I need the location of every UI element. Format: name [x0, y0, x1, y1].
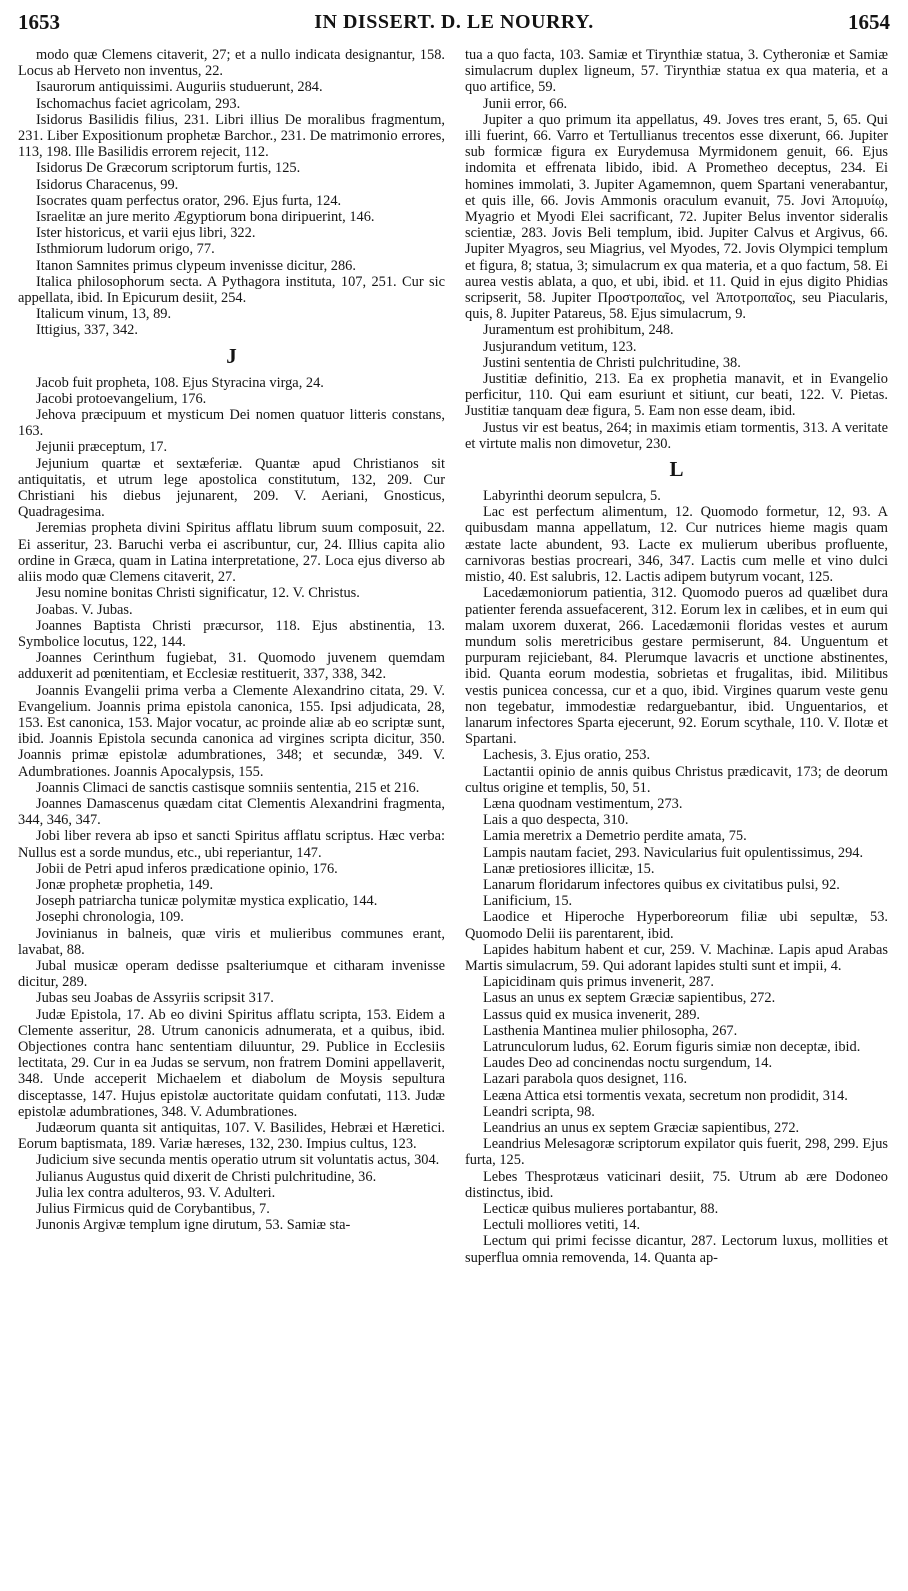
index-entry: Julianus Augustus quid dixerit de Christi pulchritudine, 36. [36, 1168, 377, 1185]
index-entry: tua a quo facta, 103. Samiæ et Tirynthiæ statua, 3. Cytheroniæ et Samiæ simulacrum duplex ligneum, 57. Tirynthiæ statua ex qua materia, et a quo artifice, 59. [465, 47, 888, 96]
index-entry: Isidorus Basilidis filius, 231. Libri illius De moralibus fragmentum, 231. Liber Expositionum prophetæ Barchor., 231. De matrimonio errores, 113, 198. Ille Basilidis errorem rejecit, 112. [18, 111, 445, 161]
index-entry: Isthmiorum ludorum origo, 77. [36, 241, 215, 258]
index-entry: Ittigius, 337, 342. [36, 322, 138, 339]
index-entry: Lecticæ quibus mulieres portabantur, 88. [483, 1201, 719, 1218]
index-entry: Lasthenia Mantinea mulier philosopha, 267. [483, 1022, 738, 1039]
index-entry: Lais a quo despecta, 310. [483, 812, 629, 829]
index-entry: Italica philosophorum secta. A Pythagora instituta, 107, 251. Cur sic appellata, ibid. In Epicurum desiit, 254. [18, 273, 445, 307]
index-entry: Joabas. V. Jubas. [36, 601, 133, 618]
section-letter: J [226, 343, 237, 368]
index-entry: Leandrius Melesagoræ scriptorum expilator quis fuerit, 298, 299. Ejus furta, 125. [465, 1136, 888, 1169]
index-entry: Jobi liber revera ab ipso et sancti Spiritus afflatu scriptus. Hæc verba: Nullus est a sorde mundus, etc., ubi reperiantur, 147. [18, 828, 445, 861]
index-entry: Jeremias propheta divini Spiritus afflatu librum suum composuit, 22. Ei asseritur, 23. Baruchi verba ei ascribuntur, cur, 24. Illius capita alio ordine in Græca, quam in Latina interpretatione, 27. Loca ejus diverso ab aliis modo quæ Clemens citaverit, 27. [18, 520, 445, 586]
index-entry: Josephi chronologia, 109. [36, 909, 184, 926]
index-entry: Justitiæ definitio, 213. Ea ex prophetia manavit, et in Evangelio perficitur, 110. Qui eam esuriunt et sitiunt, cur beati, 122. V. Pietas. Justitiæ tanquam deæ figura, 5. Eam non esse deam, ibid. [465, 371, 888, 420]
index-entry: Læna quodnam vestimentum, 273. [483, 795, 683, 812]
index-entry: Lasus an unus ex septem Græciæ sapientibus, 272. [483, 990, 776, 1007]
index-entry: Jacob fuit propheta, 108. Ejus Styracina virga, 24. [36, 374, 324, 391]
index-entry: Israelitæ an jure merito Ægyptiorum bona diripuerint, 146. [36, 209, 375, 226]
index-entry: Lapicidinam quis primus invenerit, 287. [483, 974, 715, 991]
index-entry: Isidorus Characenus, 99. [36, 176, 179, 193]
index-entry: Latrunculorum ludus, 62. Eorum figuris simiæ non deceptæ, ibid. [483, 1038, 861, 1055]
index-entry: Justini sententia de Christi pulchritudine, 38. [483, 354, 741, 371]
index-entry: Isaurorum antiquissimi. Auguriis studuerunt, 284. [36, 79, 323, 96]
index-entry: Italicum vinum, 13, 89. [36, 306, 172, 323]
running-title: IN DISSERT. D. LE NOURRY. [314, 11, 594, 33]
index-entry: Lanæ pretiosiores illicitæ, 15. [483, 860, 655, 877]
index-entry: Julius Firmicus quid de Corybantibus, 7. [36, 1201, 270, 1218]
index-entry: Lamia meretrix a Demetrio perdite amata, 75. [483, 828, 747, 845]
index-entry: Justus vir est beatus, 264; in maximis etiam tormentis, 313. A veritate et virtute malis non dimovetur, 230. [465, 419, 888, 452]
index-entry: Joannes Cerinthum fugiebat, 31. Quomodo juvenem quemdam adduxerit ad pœnitentiam, et Ecclesiæ restituerit, 337, 338, 342. [18, 650, 445, 683]
index-entry: Lebes Thesprotæus vaticinari desiit, 75. Utrum ab ære Dodoneo distinctus, ibid. [465, 1168, 888, 1201]
index-entry: Jusjurandum vetitum, 123. [483, 338, 637, 355]
index-entry: Juramentum est prohibitum, 248. [483, 322, 674, 339]
index-entry: Jejunium quartæ et sextæferiæ. Quantæ apud Christianos sit antiquitatis, et utrum lege apostolica constitutum, 132, 209. Cur Christiani his diebus jejunarent, 209. V. Aeriani, Gnosticus, Quadragesima. [18, 455, 445, 521]
index-entry: Itanon Samnites primus clypeum invenisse dicitur, 286. [36, 257, 356, 274]
index-entry: Lachesis, 3. Ejus oratio, 253. [483, 747, 651, 764]
index-entry: Lactantii opinio de annis quibus Christus prædicavit, 173; de deorum cultus origine et templis, 50, 51. [465, 763, 888, 796]
index-entry: Jovinianus in balneis, quæ viris et mulieribus communes erant, lavabat, 88. [18, 925, 445, 958]
index-entry: Joannes Baptista Christi præcursor, 118. Ejus abstinentia, 13. Symbolice locutus, 122, 144. [18, 617, 445, 650]
index-entry: Joannis Climaci de sanctis castisque somniis sententia, 215 et 216. [36, 779, 420, 796]
index-entry: Ischomachus faciet agricolam, 293. [36, 95, 241, 112]
index-entry: Leandri scripta, 98. [483, 1103, 595, 1120]
index-entry: Julia lex contra adulteros, 93. V. Adulteri. [36, 1184, 276, 1201]
index-entry: Lapides habitum habent et cur, 259. V. Machinæ. Lapis apud Arabas Martis simulacrum, 59. Qui adorant lapides stulti sunt et impii, 4. [465, 941, 888, 974]
index-entry: Jobii de Petri apud inferos prædicatione opinio, 176. [36, 860, 338, 877]
index-entry: Jesu nomine bonitas Christi significatur, 12. V. Christus. [36, 585, 360, 602]
index-entry: Lampis nautam faciet, 293. Navicularius fuit opulentissimus, 294. [483, 844, 864, 861]
index-entry: Laodice et Hiperoche Hyperboreorum filiæ ubi sepultæ, 53. Quomodo Delii iis parentarent, ibid. [465, 909, 888, 942]
index-entry: Jubas seu Joabas de Assyriis scripsit 317. [36, 990, 274, 1007]
index-entry: Leandrius an unus ex septem Græciæ sapientibus, 272. [483, 1120, 800, 1136]
index-entry: Lazari parabola quos designet, 116. [483, 1071, 688, 1088]
index-entry: Lectum qui primi fecisse dicantur, 287. Lectorum luxus, mollities et superflua omnia removenda, 14. Quanta ap- [465, 1233, 888, 1266]
index-entry: Judæorum quanta sit antiquitas, 107. V. Basilides, Hebræi et Hæretici. Eorum baptismata, 189. Variæ hæreses, 132, 230. Impius cultus, 123. [18, 1120, 445, 1153]
page-number-left: 1653 [18, 10, 60, 34]
index-entry: Junonis Argivæ templum igne dirutum, 53. Samiæ sta- [36, 1217, 351, 1234]
index-entry: Judicium sive secunda mentis operatio utrum sit voluntatis actus, 304. [36, 1152, 440, 1169]
index-entry: Joseph patriarcha tunicæ polymitæ mystica explicatio, 144. [36, 893, 378, 910]
index-entry: Lectuli molliores vetiti, 14. [483, 1217, 641, 1234]
index-entry: Jehova præcipuum et mysticum Dei nomen quatuor litteris constans, 163. [18, 407, 445, 440]
right-column [465, 47, 888, 1266]
index-entry: Lac est perfectum alimentum, 12. Quomodo formetur, 12, 93. A quibusdam manna appellatum, 12. Cur nutrices hieme magis quam æstate lacte abundent, 93. Lacte ex mulierum uberibus profluente, carnivoras bestias procreari, 346, 347. Lactis cum melle et vino dulci mistio, 40. Est salubris, 12. Lactis adipem butyrum vocant, 125. [465, 504, 888, 586]
index-entry: Jubal musicæ operam dedisse psalteriumque et citharam invenisse dicitur, 289. [18, 957, 445, 991]
index-entry: Jejunii præceptum, 17. [36, 439, 168, 456]
index-entry: Jacobi protoevangelium, 176. [36, 390, 207, 407]
section-letter: L [669, 457, 684, 482]
index-entry: Isidorus De Græcorum scriptorum furtis, 125. [36, 160, 301, 177]
index-entry: Joannis Evangelii prima verba a Clemente Alexandrino citata, 29. V. Evangelium. Joannis prima epistola canonica, 155. Ipsi adjudicata, 28, 153. Est canonica, 153. Major vocatur, ac proinde aliæ ab eo scriptæ sunt, ibid. Joannis Epistola secunda canonica ad virgines scripta dicitur, 350. Joannis primæ epistolæ adumbrationes, 348; et secundæ, 349. V. Adumbrationes. Joannis Apocalypsis, 155. [18, 682, 445, 780]
index-entry: Lanarum floridarum infectores quibus ex civitatibus pulsi, 92. [483, 876, 840, 893]
index-entry: modo quæ Clemens citaverit, 27; et a nullo indicata designantur, 158. Locus ab Herveto non inventus, 22. [18, 47, 445, 80]
left-column [18, 47, 445, 1233]
index-entry: Junii error, 66. [483, 95, 568, 112]
page-number-right: 1654 [848, 10, 890, 34]
index-entry: Judæ Epistola, 17. Ab eo divini Spiritus afflatu scripta, 153. Eidem a Clemente asseritur, 28. Utrum canonicis adnumerata, et a quibus, ibid. Objectiones contra hanc sententiam diluuntur, 29. Publice in Ecclesiis lectitata, 29. Cur in ea Judas se servum, non fratrem Domini appellaverit, 348. Unde acceperit Michaelem et diabolum de Moysis sepultura disceptasse, 147. Hujus epistolæ auctoritate quidam confutati, 113. Judæ epistolæ adumbrationes, 348. V. Adumbrationes. [18, 1006, 445, 1120]
index-entry: Laudes Deo ad concinendas noctu surgendum, 14. [483, 1055, 773, 1072]
index-entry: Lassus quid ex musica invenerit, 289. [483, 1006, 701, 1023]
index-entry: Labyrinthi deorum sepulcra, 5. [483, 488, 661, 505]
index-entry: Lanificium, 15. [483, 893, 573, 910]
index-entry: Lacedæmoniorum patientia, 312. Quomodo pueros ad quælibet dura patienter ferenda assuefacerent, 312. Eorum lex in cælibes, et in eum qui malam uxorem duxerat, 266. Lacedæmonii floridas vestes et aurum mundum solis meretricibus gestare permiserunt, 84. Unguentum et purpuram rejiciebant, 84. Plerumque lavacris et unctione abstinentes, ibid. Quanta eorum modestia, sobrietas et frugalitas, ibid. Militibus vestis punicea concessa, cur et a quo, ibid. Virgines quarum veste genu non tegebatur, immodestiæ redarguebantur, ibid. Unguentarios, et lanarum infectores Sparta ejecerunt, 92. Eorum scythale, 110. V. Ilotæ et Spartani. [465, 585, 888, 748]
index-entry: Ister historicus, et varii ejus libri, 322. [36, 225, 256, 242]
index-entry: Jonæ prophetæ prophetia, 149. [36, 876, 214, 893]
page-header [18, 10, 890, 40]
index-entry: Jupiter a quo primum ita appellatus, 49. Joves tres erant, 5, 65. Qui illi fuerint, 66. Varro et Tertullianus trecentos esse dixerunt, 66. Jupiter sub formicæ figura ex Eurydemusa Myrmidonem genuit, 66. Ejus indomita et effrenata libido, ibid. A Prometheo deceptus, 234. Ei homines immolati, 3. Jupiter Agamemnon, quem Spartani venerabantur, et quis ille, 66. Jovis Ammonis oraculum evanuit, 75. Jovi Ἀπομυίῳ, Myagrio et Myodi Elei sacrificant, 72. Jupiter Belus inventor sideralis scientiæ, 283. Jovis Beli templum, ibid. Jupiter Calvus et Argivus, 66. Jupiter Myagros, seu Miagrius, vel Myodes, 72. Jovis Olympici templum et figura, 8; statua, 3; simulacrum ex qua materia, et a quo factum, 58. Ei aurea vestis ablata, a quo, et ubi, ibid. et 11. Quid in ejus digito Phidias scripserit, 58. Jupiter Προστροπαῖος, vel Ἀποτροπαῖος, seu Piacularis, quis, 8. Jupiter Patareus, 58. Ejus simulacrum, 9. [465, 111, 888, 323]
index-entry: Leæna Attica etsi tormentis vexata, secretum non prodidit, 314. [483, 1087, 848, 1104]
index-entry: Isocrates quam perfectus orator, 296. Ejus furta, 124. [36, 192, 342, 209]
index-entry: Joannes Damascenus quædam citat Clementis Alexandrini fragmenta, 344, 346, 347. [18, 795, 445, 829]
